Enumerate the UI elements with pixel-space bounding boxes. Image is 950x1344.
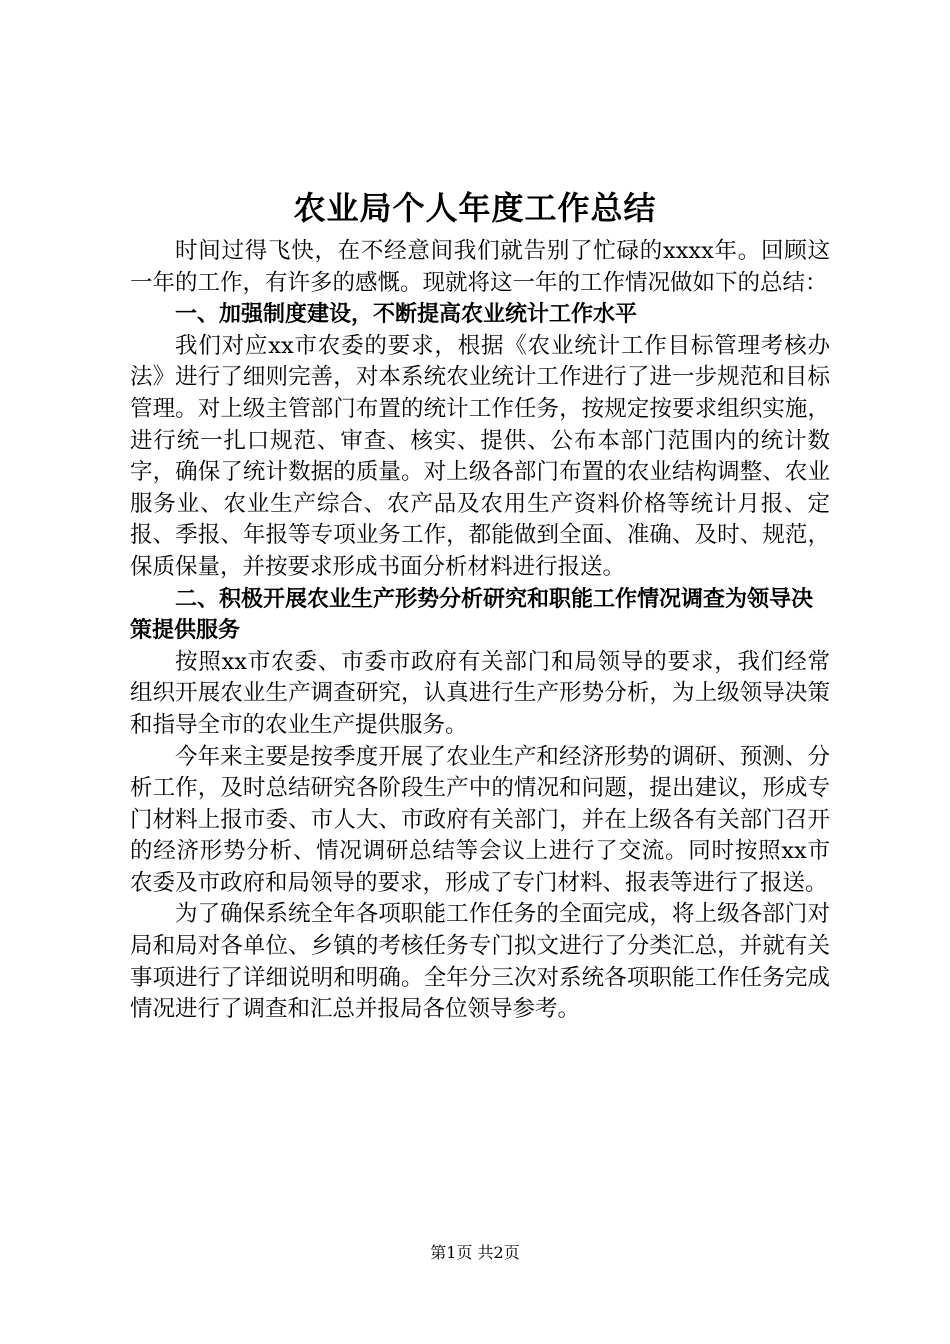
section-1-paragraph: 我们对应xx市农委的要求，根据《农业统计工作目标管理考核办法》进行了细则完善，对本系统农业统计工作进行了进一步规范和目标管理。对上级主管部门布置的统计工作任务，按规定按要求组织实施，进行统一扎口规范、审查、核实、提供、公布本部门范围内的统计数字，确保了统计数据的质量。对上级各部门布置的农业结构调整、农业服务业、农业生产综合、农产品及农用生产资料价格等统计月报、定报、季报、年报等专项业务工作，都能做到全面、准确、及时、规范，保质保量，并按要求形成书面分析材料进行报送。: [130, 332, 830, 580]
document-title: 农业局个人年度工作总结: [293, 189, 657, 227]
section-heading-1: 一、加强制度建设，不断提高农业统计工作水平: [175, 302, 638, 328]
section-2-paragraph-3: 为了确保系统全年各项职能工作任务的全面完成，将上级各部门对局和局对各单位、乡镇的考核任务专门拟文进行了分类汇总，并就有关事项进行了详细说明和明确。全年分三次对系统各项职能工作任务完成情况进行了调查和汇总并报局各位领导参考。: [130, 901, 830, 1023]
document-body: [130, 236, 830, 1026]
section-heading-2: 二、积极开展农业生产形势分析研究和职能工作情况调查为领导决策提供服务: [130, 586, 814, 644]
section-2-paragraph-2: 今年来主要是按季度开展了农业生产和经济形势的调研、预测、分析工作，及时总结研究各阶段生产中的情况和问题，提出建议，形成专门材料上报市委、市人大、市政府有关部门，并在上级各有关部门召开的经济形势分析、情况调研总结等会议上进行了交流。同时按照xx市农委及市政府和局领导的要求，形成了专门材料、报表等进行了报送。: [130, 743, 830, 896]
intro-paragraph: 时间过得飞快，在不经意间我们就告别了忙碌的xxxx年。回顾这一年的工作，有许多的感慨。现就将这一年的工作情况做如下的总结：: [130, 238, 830, 296]
page-number-footer: 第1页 共2页: [430, 1243, 520, 1262]
section-2-paragraph-1: 按照xx市农委、市委市政府有关部门和局领导的要求，我们经常组织开展农业生产调查研究，认真进行生产形势分析，为上级领导决策和指导全市的农业生产提供服务。: [130, 648, 830, 738]
